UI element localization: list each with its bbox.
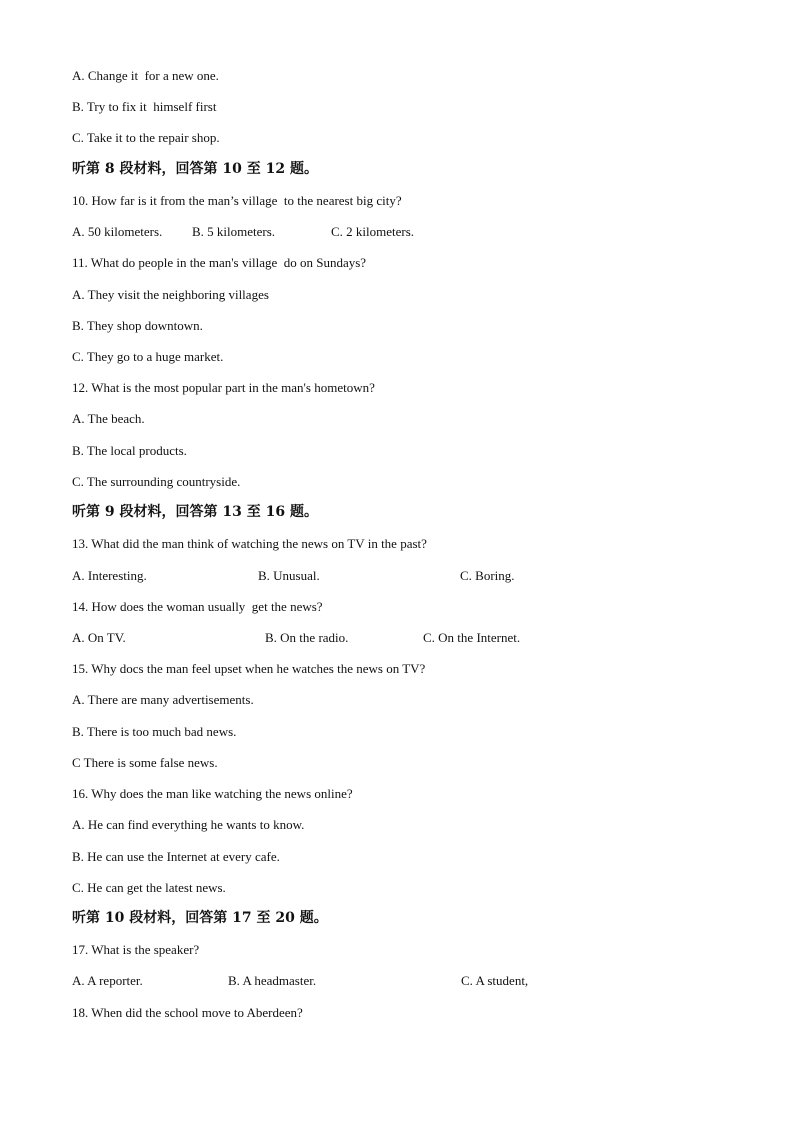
answer-option: C. He can get the latest news.	[72, 879, 226, 895]
answer-option: A. 50 kilometers.	[72, 224, 163, 240]
question-text: 12. What is the most popular part in the man's hometown?	[72, 380, 375, 396]
answer-option: C. Take it to the repair shop.	[72, 130, 220, 146]
answer-option: A. The beach.	[72, 411, 145, 427]
answer-option: A. A reporter.	[72, 973, 143, 989]
question-text: 18. When did the school move to Aberdeen?	[72, 1004, 303, 1020]
answer-option: C. 2 kilometers.	[331, 224, 415, 240]
answer-option: C. They go to a huge market.	[72, 348, 224, 364]
answer-option: A. Change it for a new one.	[72, 68, 219, 83]
question-text: 16. Why does the man like watching the news online?	[72, 786, 353, 802]
answer-option: B. On the radio.	[265, 629, 349, 645]
answer-option: B. They shop downtown.	[72, 317, 203, 333]
answer-option: B. The local products.	[72, 442, 187, 458]
answer-option: C. A student,	[461, 973, 529, 989]
answer-option: C. Boring.	[460, 567, 515, 583]
section-heading: 听第 8 段材料，回答第 10 至 12 题。	[72, 160, 318, 177]
answer-option: B. 5 kilometers.	[192, 224, 276, 240]
answer-option: B. Try to fix it himself first	[72, 99, 217, 115]
answer-option: A. Interesting.	[72, 567, 147, 583]
answer-option: B. There is too much bad news.	[72, 723, 237, 739]
question-text: 13. What did the man think of watching the news on TV in the past?	[72, 536, 427, 552]
question-text: 10. How far is it from the man’s village to the nearest big city?	[72, 192, 402, 208]
question-text: 14. How does the woman usually get the news?	[72, 598, 323, 614]
answer-option: C There is some false news.	[72, 754, 218, 770]
answer-option: A. On TV.	[72, 629, 126, 645]
question-text: 11. What do people in the man's village do on Sundays?	[72, 255, 367, 271]
section-heading: 听第 9 段材料，回答第 13 至 16 题。	[72, 504, 318, 521]
answer-option: B. A headmaster.	[228, 973, 317, 989]
answer-option: C. The surrounding countryside.	[72, 473, 241, 489]
answer-option: C. On the Internet.	[423, 629, 521, 645]
question-text: 17. What is the speaker?	[72, 942, 200, 958]
section-heading: 听第 10 段材料，回答第 17 至 20 题。	[72, 909, 328, 926]
answer-option: B. He can use the Internet at every cafe.	[72, 848, 280, 864]
answer-option: B. Unusual.	[258, 567, 320, 583]
answer-option: A. He can find everything he wants to know.	[72, 817, 305, 833]
question-text: 15. Why docs the man feel upset when he watches the news on TV?	[72, 661, 426, 677]
answer-option: A. There are many advertisements.	[72, 692, 254, 708]
answer-option: A. They visit the neighboring villages	[72, 286, 269, 302]
